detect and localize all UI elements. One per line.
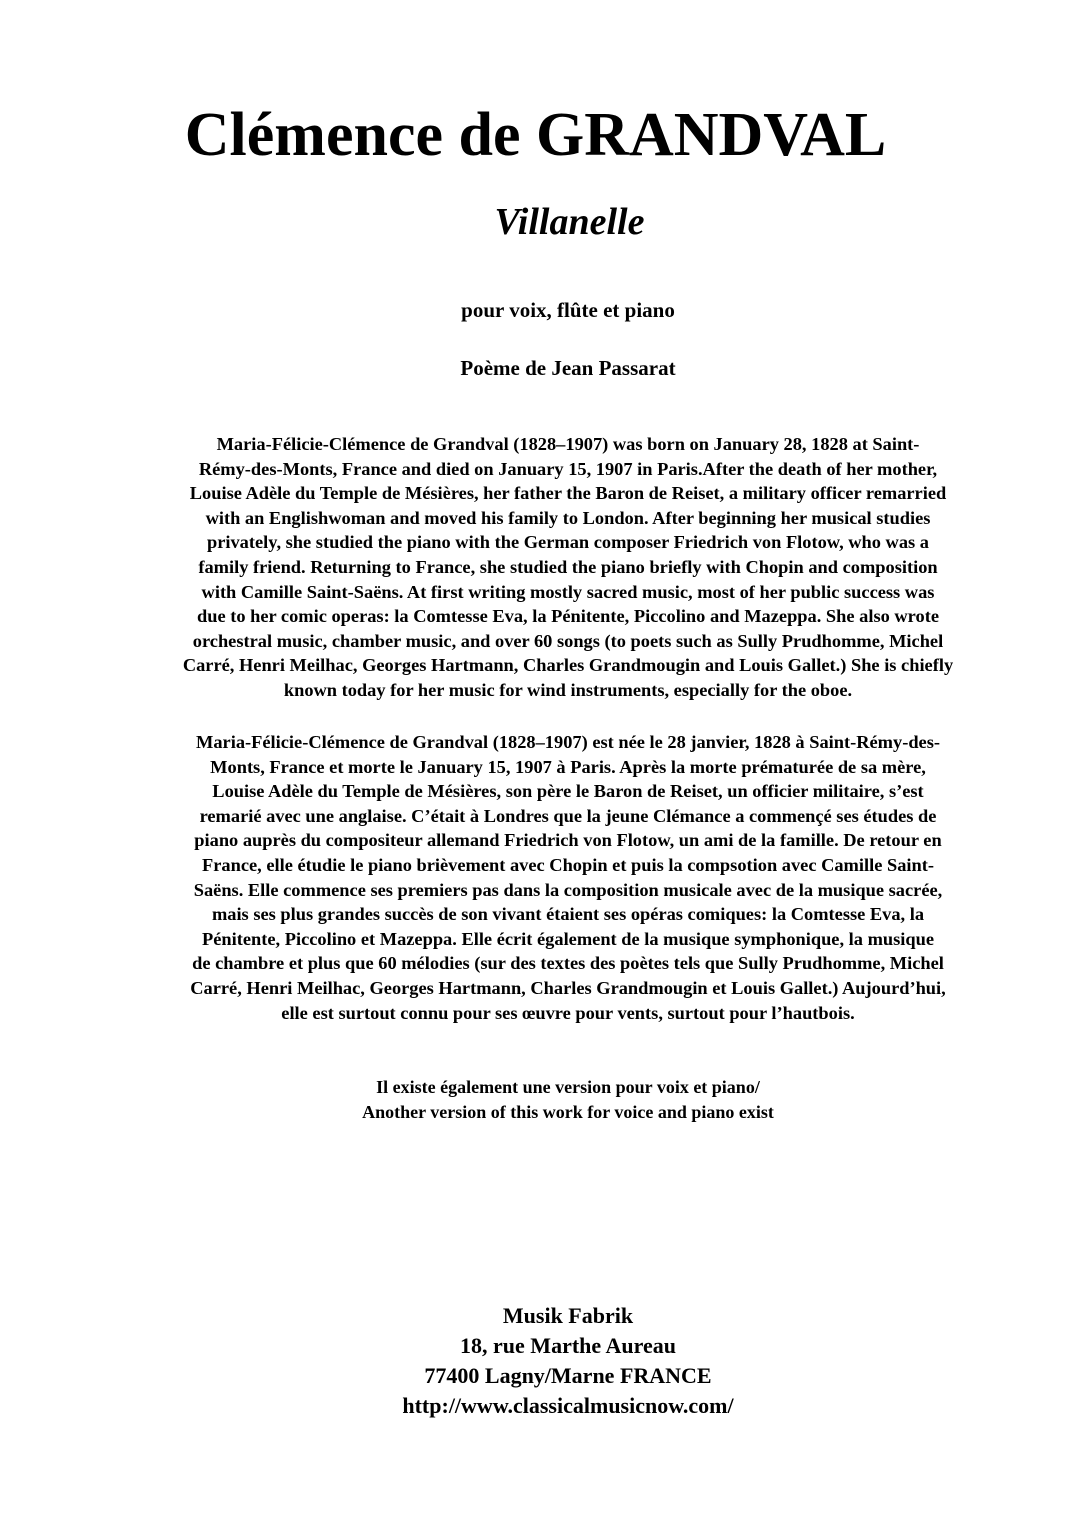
biography-line: Louise Adèle du Temple de Mésières, son père le Baron de Reiset, un officier militaire, s’est (212, 781, 924, 802)
biography-line: Pénitente, Piccolino et Mazeppa. Elle écrit également de la musique symphonique, la musique (202, 928, 934, 949)
biography-french (0, 730, 1071, 1025)
composer-name: Clémence de GRANDVAL (184, 101, 887, 169)
biography-line: Rémy-des-Monts, France and died on January 15, 1907 in Paris.After the death of her mother, (198, 458, 938, 479)
version-note-line: Another version of this work for voice and piano exist (362, 1102, 774, 1122)
version-note (0, 1075, 1071, 1125)
biography-line: family friend. Returning to France, she studied the piano briefly with Chopin and composition (198, 556, 938, 577)
work-title: Villanelle (494, 201, 645, 243)
publisher-street: 18, rue Marthe Aureau (460, 1333, 676, 1358)
biography-line: mais ses plus grandes succès de son vivant étaient ses opéras comiques: la Comtesse Eva, la (211, 904, 925, 925)
publisher-city: 77400 Lagny/Marne FRANCE (424, 1363, 712, 1388)
biography-english (0, 432, 1071, 703)
biography-line: de chambre et plus que 60 mélodies (sur des textes des poètes tels que Sully Prudhomme, Michel (192, 953, 944, 974)
biography-line: Monts, France et morte le January 15, 1907 à Paris. Après la morte prématurée de sa mère, (210, 756, 926, 777)
biography-line: orchestral music, chamber music, and over 60 songs (to poets such as Sully Prudhomme, Michel (192, 630, 944, 651)
biography-line: privately, she studied the piano with the German composer Friedrich von Flotow, who was a (206, 532, 929, 553)
biography-line: with an Englishwoman and moved his family to London. After beginning her musical studies (205, 507, 931, 528)
poem-credit: Poème de Jean Passarat (460, 356, 676, 380)
publisher-website-link[interactable]: http://www.classicalmusicnow.com/ (402, 1393, 734, 1418)
publisher-name: Musik Fabrik (502, 1303, 634, 1328)
instrumentation: pour voix, flûte et piano (461, 298, 675, 322)
biography-line: Carré, Henri Meilhac, Georges Hartmann, Charles Grandmougin et Louis Gallet.) Aujourd’hui, (190, 977, 946, 998)
biography-line: known today for her music for wind instruments, especially for the oboe. (283, 679, 853, 700)
biography-line: remarié avec une anglaise. C’était à Londres que la jeune Clémance a commençé ses études de (199, 805, 937, 826)
biography-line: piano auprès du compositeur allemand Friedrich von Flotow, un ami de la famille. De retour en (194, 830, 942, 851)
biography-line: Maria-Félicie-Clémence de Grandval (1828–1907) was born on January 28, 1828 at Saint- (216, 434, 920, 454)
biography-line: Maria-Félicie-Clémence de Grandval (1828–1907) est née le 28 janvier, 1828 à Saint-Rémy-des- (196, 732, 940, 752)
biography-line: France, elle étudie le piano brièvement avec Chopin et puis la compsotion avec Camille Saint- (202, 854, 934, 875)
biography-line: due to her comic operas: la Comtesse Eva, la Pénitente, Piccolino and Mazeppa. She also wrote (196, 606, 939, 627)
biography-line: Louise Adèle du Temple de Mésières, her father the Baron de Reiset, a military officer remarried (189, 483, 947, 504)
publisher-block (0, 1301, 1071, 1421)
biography-line: Carré, Henri Meilhac, Georges Hartmann, Charles Grandmougin and Louis Gallet.) She is chiefly (182, 655, 954, 676)
biography-line: with Camille Saint-Saëns. At first writing mostly sacred music, most of her public success was (201, 581, 935, 602)
biography-line: elle est surtout connu pour ses œuvre pour vents, surtout pour l’hautbois. (281, 1002, 855, 1023)
version-note-line: Il existe également une version pour voix et piano/ (376, 1077, 760, 1097)
biography-line: Saëns. Elle commence ses premiers pas dans la composition musicale avec de la musique sacrée, (193, 879, 943, 900)
